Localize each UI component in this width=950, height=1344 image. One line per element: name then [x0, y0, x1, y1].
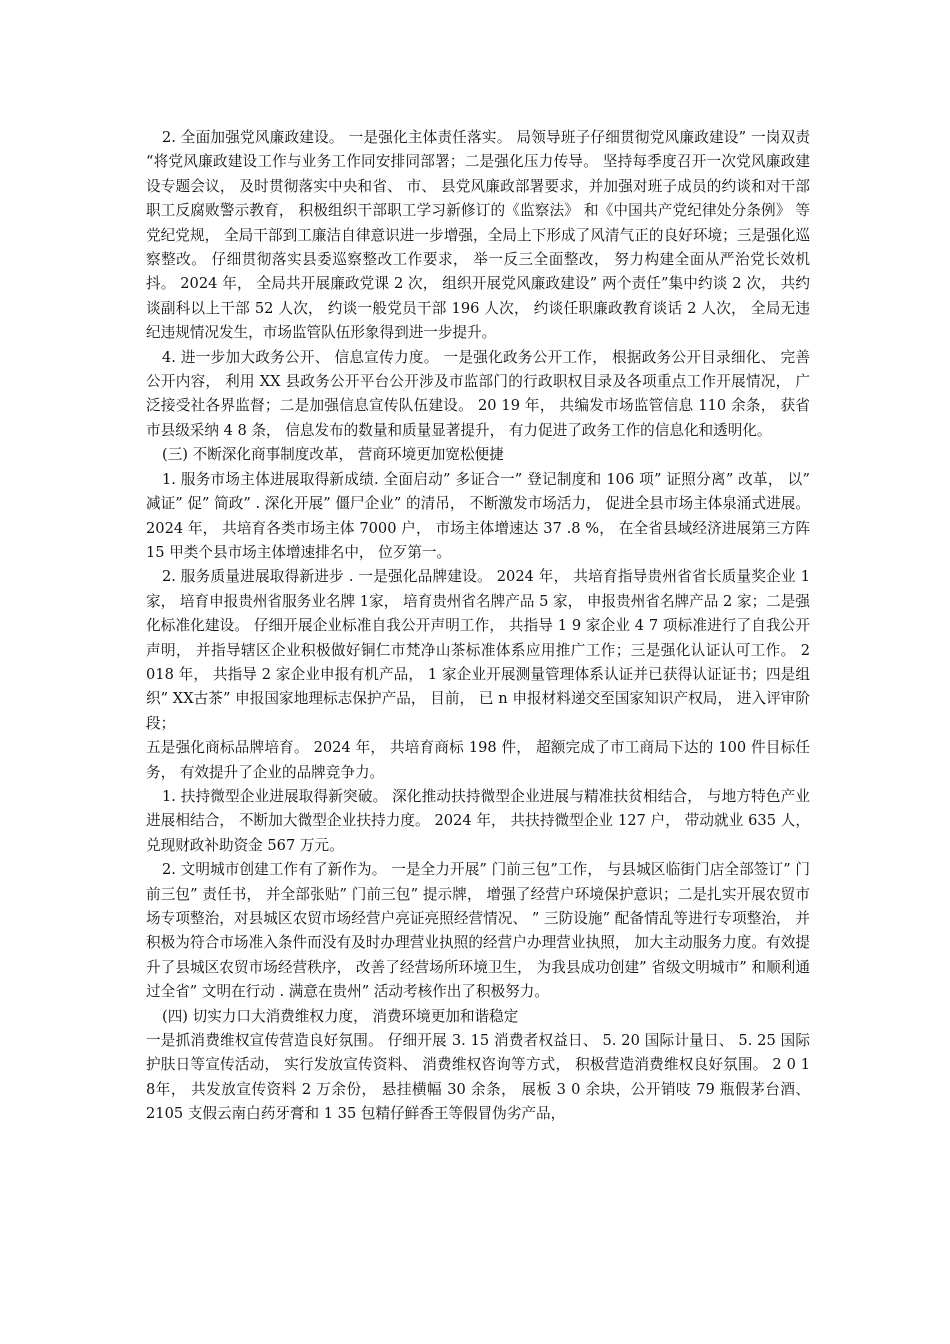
paragraph-party-integrity: 2. 全面加强党风廉政建设。 一是强化主体责任落实。 局领导班子仔细贯彻党风廉政建设” 一岗双责 “将党风廉政建设工作与业务工作同安排同部署；二是强化压力传导。 坚持每季度召开一次党风廉政建设专题会议， 及时贯彻落实中央和省、 市、 县党风廉政部署要求，并加强对班子成员的约谈和对干部职工反腐败警示教育， 积极组织干部职工学习新修订的《监察法》 和《中国共产党纪律处分条例》 等党纪党规， 全局干部到工廉洁自律意识进一步增强，全局上下形成了风清气正的良好环境；三是强化巡察整改。 仔细贯彻落实县委巡察整改工作要求， 举一反三全面整改， 努力构建全面从严治党长效机抖。 2024 年， 全局共开展廉政党课 2 次， 组织开展党风廉政建设” 两个责任”集中约谈 2 次， 共约谈副科以上干部 52 人次， 约谈一般党员干部 196 人次， 约谈任职廉政教育谈话 2 人次， 全局无违纪违规情况发生，市场监管队伍形象得到进一步提升。 — [146, 129, 810, 342]
paragraph-service-quality: 2. 服务质量进展取得新进步 . 一是强化品牌建设。 2024 年， 共培育指导贵州省省长质量奖企业 1 家， 培育申报贵州省服务业名牌 1家， 培育贵州省名牌产品 5 家， 申报贵州省名牌产品 2 家；二是强化标准化建设。 仔细开展企业标准自我公开声明工作， 共指导 1 9 家企业 4 7 项标准进行了自我公开声明， 并指导辖区企业积极做好铜仁市梵净山茶标准体系应用推广工作；三是强化认证认可工作。 2 018 年， 共指导 2 家企业申报有机产品， 1 家企业开展测量管理体系认证并已获得认证证书；四是组织” XX古茶” 申报国家地理标志保护产品， 目前， 已 n 申报材料递交至国家知识产权局， 进入评审阶段； — [146, 568, 810, 732]
section-heading-consumer-rights: (四) 切实力口大消费维权力度， 消费环境更加和谐稳定 — [162, 1007, 519, 1025]
paragraph-civilized-city: 2. 文明城市创建工作有了新作为。 一是全力开展” 门前三包”工作， 与县城区临街门店全部签订” 门前三包” 责任书， 并全部张贴” 门前三包” 提示牌， 增强了经营户环境保护意识；二是扎实开展农贸市场专项整治，对县城区农贸市场经营户亮证亮照经营情况、 ” 三防设施” 配备情乱等进行专项整治， 并积极为符合市场准入条件而没有及时办理营业执照的经营户办理营业执照， 加大主动服务力度。有效提升了县城区农贸市场经营秩序， 改善了经营场所环境卫生， 为我县成功创建” 省级文明城市” 和顺利通过全省” 文明在行动 . 满意在贵州” 活动考核作出了积极努力。 — [146, 861, 810, 1001]
paragraph-market-entities: 1. 服务市场主体进展取得新成绩. 全面启动” 多证合一” 登记制度和 106 项” 证照分离” 改革， 以” 减证” 促” 简政” . 深化开展” 僵尸企业” 的清吊， 不断激发市场活力， 促进全县市场主体泉涌式进展。 2024 年， 共培育各类市场主体 7000 户， 市场主体增速达 37 .8 %， 在全省县域经济进展第三方阵 15 甲类个县市场主体增速排名中， 位歹第一。 — [146, 470, 810, 561]
document-body — [146, 126, 810, 1127]
section-heading-business-reform: (三) 不断深化商事制度改革， 营商环境更加宽松便捷 — [162, 446, 504, 464]
paragraph-government-affairs: 4. 进一步加大政务公开、 信息宣传力度。 一是强化政务公开工作， 根据政务公开目录细化、 完善公开内容， 利用 XX 县政务公开平台公开涉及市监部门的行政职权目录及各项重点工作开展情况， 广泛接受社各界监督；二是加强信息宣传队伍建设。 20 19 年， 共编发市场监管信息 110 余条， 获省市县级采纳 4 8 条， 信息发布的数量和质量显著提升， 有力促进了政务工作的信息化和透明化。 — [146, 348, 810, 439]
paragraph-trademark-brand: 五是强化商标品牌培育。 2024 年， 共培育商标 198 件， 超额完成了市工商局下达的 100 件目标任务， 有效提升了企业的品牌竞争力。 — [146, 739, 810, 781]
paragraph-consumer-publicity: 一是抓消费维权宣传营造良好氛围。 仔细开展 3. 15 消费者权益日、 5. 20 国际计量日、 5. 25 国际护肤日等宣传活动， 实行发放宣传资料、 消费维权咨询等方式， 积极营造消费维权良好氛围。 2 0 1 8年， 共发放宣传资料 2 万余份， 悬挂横幅 30 余条， 展板 3 0 余块，公开销吱 79 瓶假茅台酒、 2105 支假云南白药牙膏和 1 35 包精仔鲜香王等假冒伪劣产品， — [146, 1032, 810, 1123]
paragraph-micro-enterprise: 1. 扶持微型企业进展取得新突破。 深化推动扶持微型企业进展与精准扶贫相结合， 与地方特色产业进展相结合， 不断加大微型企业扶持力度。 2024 年， 共扶持微型企业 127 户， 带动就业 635 人，兑现财政补助资金 567 万元。 — [146, 787, 810, 854]
